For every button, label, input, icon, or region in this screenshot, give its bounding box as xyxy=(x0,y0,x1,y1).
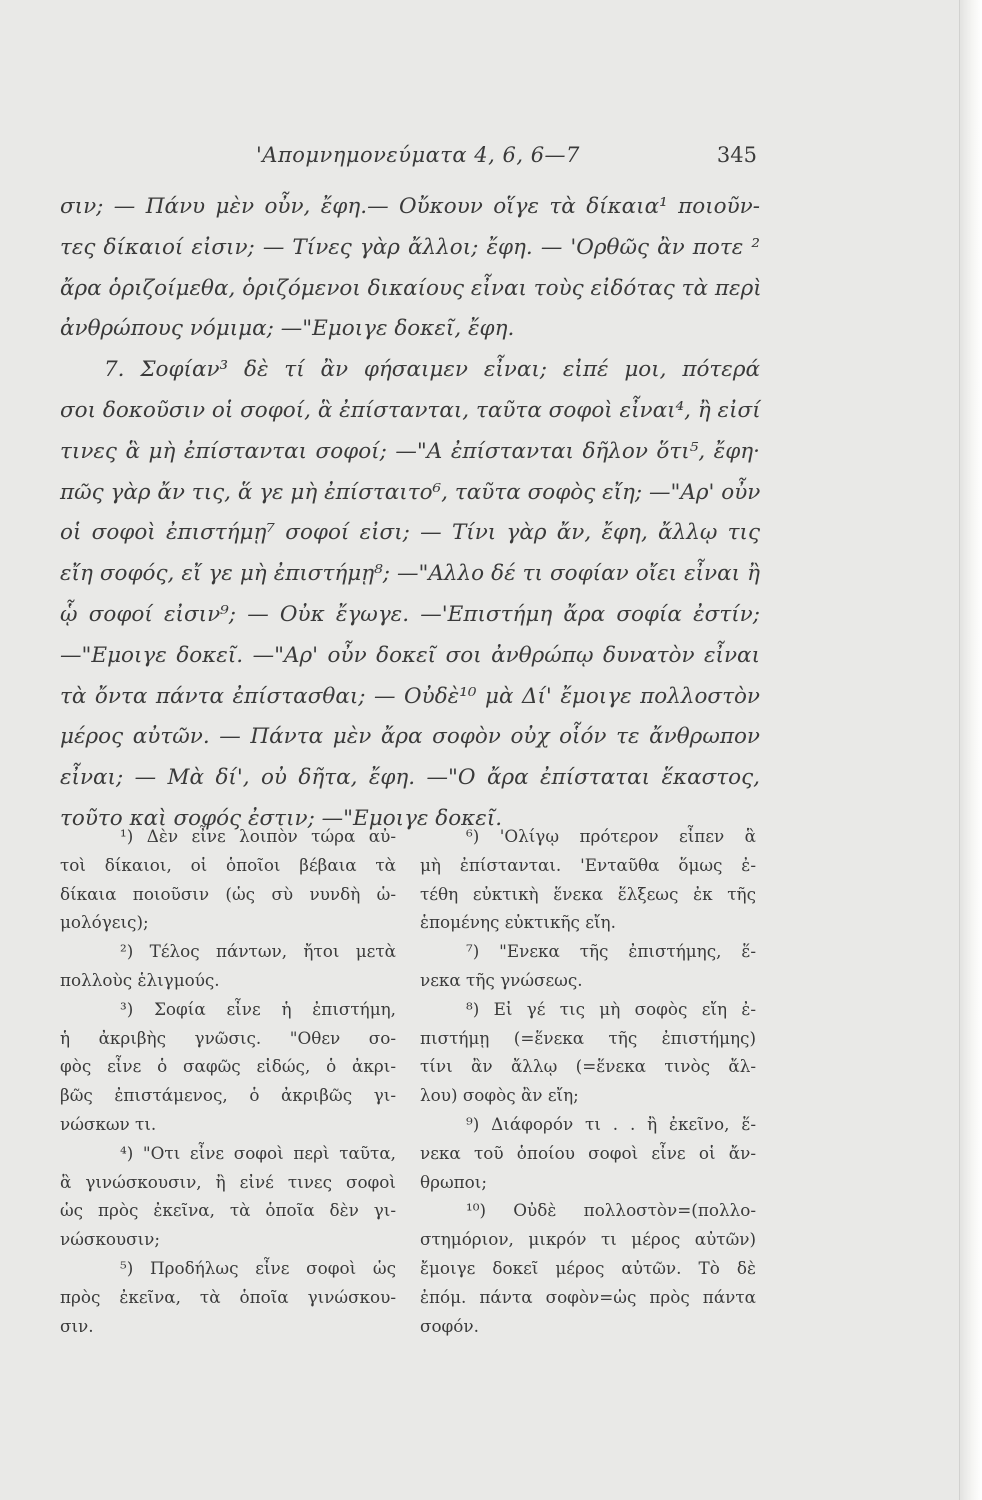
footnote-line: ἡ ἀκριβὴς γνῶσις. "Οθεν σο- xyxy=(60,1027,396,1048)
footnote-line: ⁵) Προδήλως εἶνε σοφοὶ ὡς xyxy=(120,1257,396,1278)
footnote-line: βῶς ἐπιστάμενος, ὁ ἀκριβῶς γι- xyxy=(60,1085,396,1106)
footnote-line: σιν. xyxy=(60,1315,94,1336)
text-line: μέρος αὐτῶν. — Πάντα μὲν ἄρα σοφὸν οὐχ οἷόν τε ἄνθρωπον xyxy=(60,724,760,750)
footnote-line: τέθη εὐκτικὴ ἕνεκα ἕλξεως ἐκ τῆς xyxy=(420,883,756,904)
page-header xyxy=(60,143,757,173)
footnote-line: ὡς πρὸς ἐκεῖνα, τὰ ὁποῖα δὲν γι- xyxy=(60,1200,396,1221)
footnote-line: πολλοὺς ἑλιγμούς. xyxy=(60,969,220,990)
footnote-line: ³) Σοφία εἶνε ἡ ἐπιστήμη, xyxy=(120,998,396,1019)
footnote-line: δίκαια ποιοῦσιν (ὡς σὺ νυνδὴ ὡ- xyxy=(60,883,396,904)
footnote-line: μὴ ἐπίστανται. 'Ενταῦθα ὅμως ἐ- xyxy=(420,854,756,875)
text-line: οἱ σοφοὶ ἐπιστήμῃ⁷ σοφοί εἰσι; — Τίνι γὰρ ἄν, ἔφη, ἄλλῳ τις xyxy=(60,520,760,546)
footnote-line: ⁶) 'Ολίγῳ πρότερον εἶπεν ἃ xyxy=(466,826,756,846)
footnote-line: ⁴) "Οτι εἶνε σοφοὶ περὶ ταῦτα, xyxy=(120,1142,396,1163)
text-line: σιν; — Πάνυ μὲν οὖν, ἔφη.— Οὔκουν οἵγε τὰ δίκαια¹ ποιοῦν- xyxy=(60,194,760,219)
text-line: τινες ἃ μὴ ἐπίστανται σοφοί; —"Α ἐπίστανται δῆλον ὅτι⁵, ἔφη· xyxy=(60,438,760,464)
footnote-line: λου) σοφὸς ἂν εἴη; xyxy=(420,1085,579,1106)
footnote-line: ⁹) Διάφορόν τι . . ἢ ἐκεῖνο, ἕ- xyxy=(466,1113,756,1134)
footnote-line: νεκα τοῦ ὁποίου σοφοὶ εἶνε οἱ ἄν- xyxy=(420,1142,756,1163)
footnote-line: νεκα τῆς γνώσεως. xyxy=(420,969,583,990)
text-line: εἴη σοφός, εἴ γε μὴ ἐπιστήμῃ⁸; —"Αλλο δέ τι σοφίαν οἴει εἶναι ἢ xyxy=(60,561,760,587)
footnote-line: ¹) Δὲν εἶνε λοιπὸν τώρα αὐ- xyxy=(120,826,396,846)
footnote-line: νώσκων τι. xyxy=(60,1113,157,1134)
footnote-line: πρὸς ἐκεῖνα, τὰ ὁποῖα γινώσκου- xyxy=(60,1286,396,1307)
footnote-line: ¹⁰) Οὐδὲ πολλοστὸν=(πολλο- xyxy=(466,1200,756,1221)
footnote-3 xyxy=(60,995,396,1139)
text-line: ἀνθρώπους νόμιμα; —"Εμοιγε δοκεῖ, ἔφη. xyxy=(60,316,515,342)
page-edge xyxy=(959,0,982,1500)
text-line: πῶς γὰρ ἄν τις, ἅ γε μὴ ἐπίσταιτο⁶, ταῦτα σοφὸς εἴη; —"Αρ' οὖν xyxy=(60,479,761,505)
footnotes-right-column xyxy=(420,822,756,1340)
text-line: τες δίκαιοί εἰσιν; — Τίνες γὰρ ἄλλοι; ἔφη. — 'Ορθῶς ἂν ποτε ² xyxy=(60,234,760,260)
footnote-line: ἐπόμ. πάντα σοφὸν=ὡς πρὸς πάντα xyxy=(420,1286,756,1307)
footnote-5 xyxy=(60,1254,396,1340)
footnote-line: τίνι ἂν ἄλλῳ (=ἕνεκα τινὸς ἄλ- xyxy=(420,1056,756,1077)
footnote-line: στημόριον, μικρόν τι μέρος αὐτῶν) xyxy=(420,1229,756,1250)
text-line: τοῦτο καὶ σοφός ἐστιν; —"Εμοιγε δοκεῖ. xyxy=(60,805,503,831)
text-line: ᾧ σοφοί εἰσιν⁹; — Οὐκ ἔγωγε. —'Επιστήμη ἄρα σοφία ἐστίν; xyxy=(60,601,760,627)
footnote-line: φὸς εἶνε ὁ σαφῶς εἰδώς, ὁ ἀκρι- xyxy=(60,1056,396,1077)
footnotes-left-column xyxy=(60,822,396,1340)
running-title: 'Απομνημονεύματα 4, 6, 6—7 xyxy=(256,143,580,167)
footnote-line: ²) Τέλος πάντων, ἤτοι μετὰ xyxy=(120,941,396,962)
page-number: 345 xyxy=(716,143,757,167)
footnote-9 xyxy=(420,1110,756,1196)
footnote-line: πιστήμῃ (=ἕνεκα τῆς ἐπιστήμης) xyxy=(420,1027,756,1048)
text-line: —"Εμοιγε δοκεῖ. —"Αρ' οὖν δοκεῖ σοι ἀνθρώπῳ δυνατὸν εἶναι xyxy=(60,642,760,668)
text-line: σοι δοκοῦσιν οἱ σοφοί, ἃ ἐπίστανται, ταῦτα σοφοὶ εἶναι⁴, ἢ εἰσί xyxy=(60,397,761,423)
footnote-line: θρωποι; xyxy=(420,1171,488,1192)
footnote-line: ἑπομένης εὐκτικῆς εἴη. xyxy=(420,912,616,933)
main-text xyxy=(60,187,760,840)
footnote-2 xyxy=(60,937,396,995)
footnote-line: ἔμοιγε δοκεῖ μέρος αὐτῶν. Τὸ δὲ xyxy=(420,1257,756,1278)
footnote-8 xyxy=(420,995,756,1110)
footnote-4 xyxy=(60,1139,396,1254)
footnote-line: τοὶ δίκαιοι, οἱ ὁποῖοι βέβαια τὰ xyxy=(60,854,396,875)
footnote-line: ἃ γινώσκουσιν, ἢ εἰνέ τινες σοφοὶ xyxy=(60,1171,396,1192)
text-line: τὰ ὄντα πάντα ἐπίστασθαι; — Οὐδὲ¹⁰ μὰ Δί' ἔμοιγε πολλοστὸν xyxy=(60,683,760,709)
text-line: εἶναι; — Μὰ δί', οὐ δῆτα, ἔφη. —"Ο ἄρα ἐπίσταται ἕκαστος, xyxy=(60,765,760,791)
footnote-line: μολόγεις); xyxy=(60,912,149,933)
footnote-7 xyxy=(420,937,756,995)
footnote-line: σοφόν. xyxy=(420,1315,479,1336)
footnote-10 xyxy=(420,1196,756,1340)
footnote-6 xyxy=(420,822,756,937)
footnote-line: νώσκουσιν; xyxy=(60,1229,161,1250)
footnote-line: ⁷) "Ενεκα τῆς ἐπιστήμης, ἕ- xyxy=(466,941,756,962)
text-line: ἄρα ὁριζοίμεθα, ὁριζόμενοι δικαίους εἶναι τοὺς εἰδότας τὰ περὶ xyxy=(60,275,762,301)
footnote-1 xyxy=(60,822,396,937)
text-line: 7. Σοφίαν³ δὲ τί ἂν φήσαιμεν εἶναι; εἰπέ μοι, πότερά xyxy=(104,357,760,383)
footnote-line: ⁸) Εἰ γέ τις μὴ σοφὸς εἴη ἐ- xyxy=(466,998,756,1019)
